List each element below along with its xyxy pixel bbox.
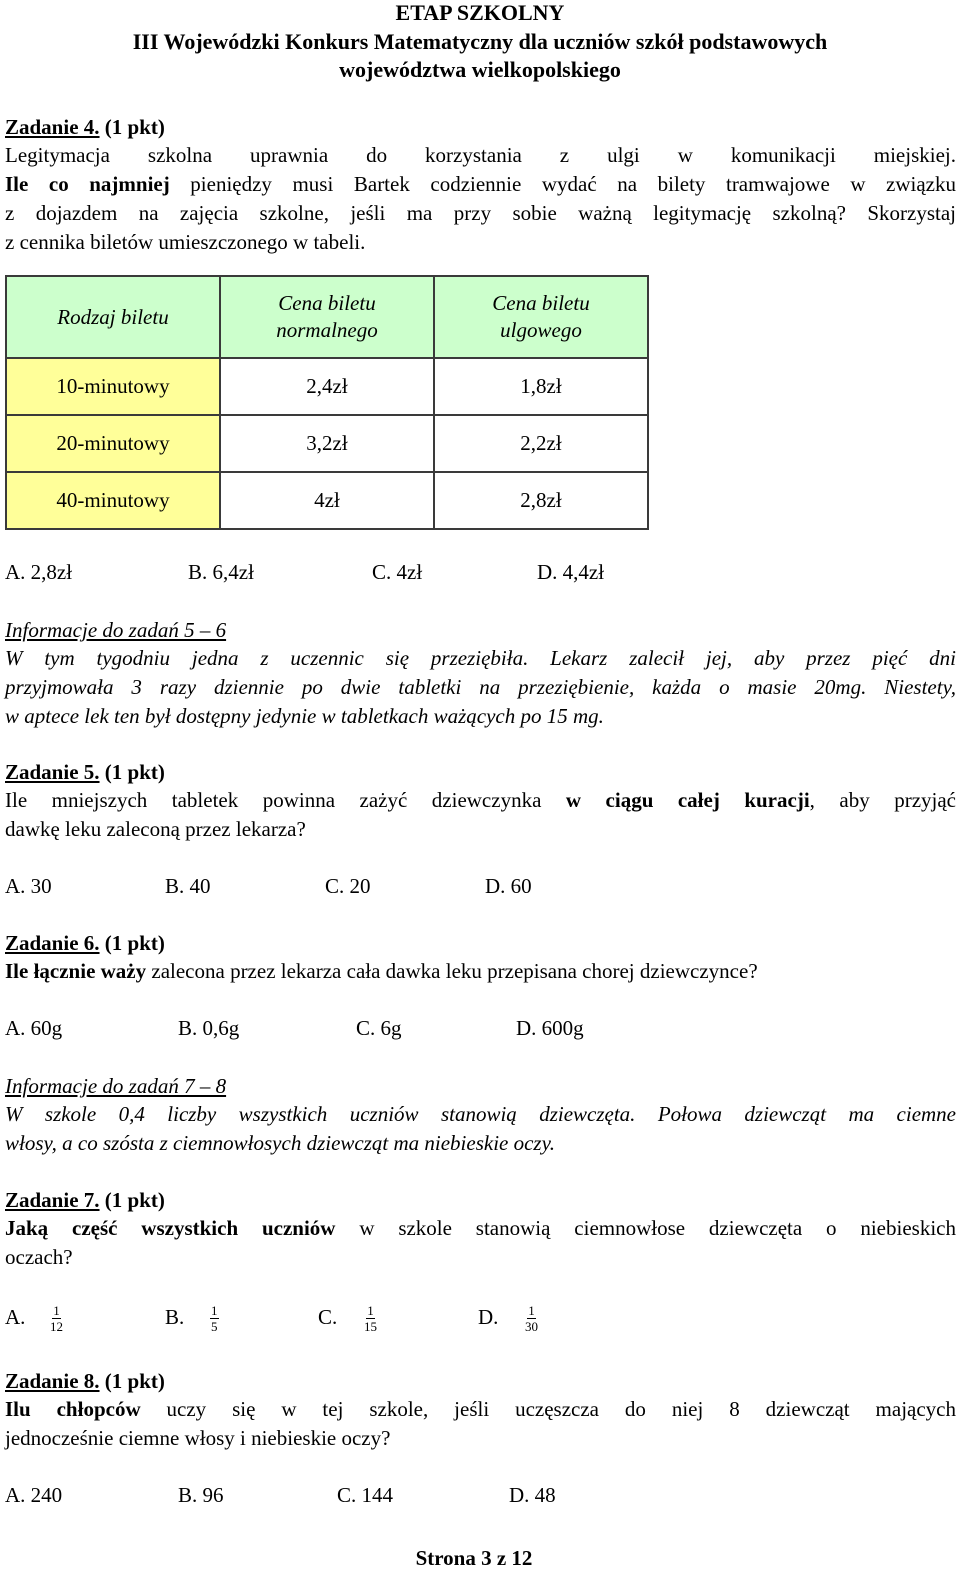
task5-text-line1	[5, 788, 956, 813]
task8-text-line1	[5, 1397, 956, 1422]
table-header-reduced	[434, 276, 648, 358]
task5-line1-part-a: Ile mniejszych tabletek powinna zażyć dziewczynka	[5, 788, 566, 812]
task7-answer-d-fraction	[525, 1304, 538, 1333]
task6-line1-rest: zalecona przez lekarza cała dawka leku przepisana chorej dziewczynce?	[146, 959, 758, 983]
fraction-numerator: 1	[367, 1303, 374, 1318]
info-7-8-line1: W szkole 0,4 liczby wszystkich uczniów stanowią dziewczęta. Połowa dziewcząt ma ciemne	[5, 1102, 956, 1126]
fraction-denominator: 12	[50, 1319, 63, 1334]
task8-line1-bold: Ilu chłopców	[5, 1397, 141, 1421]
table-cell-reduced: 2,8zł	[434, 472, 648, 529]
task7-title: Zadanie 7.	[5, 1188, 100, 1212]
info-5-6-line3: w aptece lek ten był dostępny jedynie w tabletkach ważących po 15 mg.	[5, 704, 604, 728]
fraction-denominator: 5	[211, 1319, 218, 1334]
task8-line1-rest: uczy się w tej szkole, jeśli uczęszcza do niej 8 dziewcząt mających	[140, 1397, 956, 1421]
task8-heading	[5, 1369, 165, 1394]
task4-title: Zadanie 4.	[5, 115, 100, 139]
fraction-numerator: 1	[528, 1303, 535, 1318]
task6-points: (1 pkt)	[104, 931, 165, 955]
task7-answer-c-fraction	[364, 1304, 377, 1333]
task5-text-line2: dawkę leku zaleconą przez lekarza?	[5, 817, 306, 841]
task4-answer-d: D. 4,4zł	[537, 560, 605, 584]
task6-title: Zadanie 6.	[5, 931, 100, 955]
table-cell-normal: 3,2zł	[220, 415, 434, 472]
task7-answer-c-letter: C.	[318, 1305, 338, 1329]
info-5-6-line2: przyjmowała 3 razy dziennie po dwie tabletki na przeziębienie, każda o masie 20mg. Niestety,	[5, 675, 956, 699]
task5-points: (1 pkt)	[104, 760, 165, 784]
task4-question-bold: Ile co najmniej	[5, 172, 170, 196]
task8-answer-d: D. 48	[509, 1483, 556, 1507]
task7-answer-d-letter: D.	[478, 1305, 499, 1329]
task8-points: (1 pkt)	[104, 1369, 165, 1393]
task7-answer-b-letter: B.	[165, 1305, 185, 1329]
table-row	[6, 415, 648, 472]
header-reduced-line2: ulgowego	[500, 318, 582, 342]
info-5-6-title: Informacje do zadań 5 – 6	[5, 618, 227, 642]
task4-text-line4: z cennika biletów umieszczonego w tabeli.	[5, 230, 366, 254]
task7-text-line1	[5, 1216, 956, 1241]
task4-text-line3: z dojazdem na zajęcia szkolne, jeśli ma przy sobie ważną legitymację szkolną? Skorzystaj	[5, 201, 956, 225]
table-cell-type: 40-minutowy	[6, 472, 220, 529]
table-header-normal	[220, 276, 434, 358]
fraction-numerator: 1	[211, 1303, 218, 1318]
task4-heading	[5, 115, 165, 140]
task4-answer-c: C. 4zł	[372, 560, 423, 584]
table-header-type: Rodzaj biletu	[6, 276, 220, 358]
task7-line1-bold: Jaką część wszystkich uczniów	[5, 1216, 336, 1240]
task5-line1-part-b: , aby przyjąć	[809, 788, 956, 812]
task7-answer-a-fraction	[50, 1304, 63, 1333]
fraction-denominator: 15	[364, 1319, 377, 1334]
header-reduced-line1: Cena biletu	[492, 291, 590, 315]
header-normal-line2: normalnego	[276, 318, 378, 342]
task6-answer-b: B. 0,6g	[178, 1016, 240, 1040]
task4-points: (1 pkt)	[104, 115, 165, 139]
task7-answer-a-letter: A.	[5, 1305, 26, 1329]
task4-answer-a: A. 2,8zł	[5, 560, 73, 584]
task4-text-line1: Legitymacja szkolna uprawnia do korzystania z ulgi w komunikacji miejskiej.	[5, 143, 956, 167]
header-normal-line1: Cena biletu	[278, 291, 376, 315]
task7-text-line2: oczach?	[5, 1245, 73, 1269]
table-cell-reduced: 1,8zł	[434, 358, 648, 415]
task5-line1-bold: w ciągu całej kuracji	[565, 788, 810, 812]
task7-heading	[5, 1188, 165, 1213]
task5-title: Zadanie 5.	[5, 760, 100, 784]
task6-heading	[5, 931, 165, 956]
info-7-8-title: Informacje do zadań 7 – 8	[5, 1074, 227, 1098]
task6-answer-c: C. 6g	[356, 1016, 402, 1040]
task4-text-line2-rest: pieniędzy musi Bartek codziennie wydać na bilety tramwajowe w związku	[169, 172, 956, 196]
header-contest: III Wojewódzki Konkurs Matematyczny dla uczniów szkół podstawowych	[132, 29, 828, 54]
table-row	[6, 358, 648, 415]
info-7-8-line2: włosy, a co szósta z ciemnowłosych dziewcząt ma niebieskie oczy.	[5, 1131, 556, 1155]
task8-answer-a: A. 240	[5, 1483, 63, 1507]
info-5-6-line1: W tym tygodniu jedna z uczennic się przeziębiła. Lekarz zalecił jej, aby przez pięć dni	[5, 646, 956, 670]
ticket-price-table	[5, 275, 649, 530]
task8-answer-b: B. 96	[178, 1483, 224, 1507]
table-row	[6, 472, 648, 529]
table-cell-type: 20-minutowy	[6, 415, 220, 472]
table-cell-reduced: 2,2zł	[434, 415, 648, 472]
task8-text-line2: jednocześnie ciemne włosy i niebieskie oczy?	[5, 1426, 391, 1450]
table-cell-type: 10-minutowy	[6, 358, 220, 415]
task7-points: (1 pkt)	[104, 1188, 165, 1212]
task5-answer-c: C. 20	[325, 874, 371, 898]
header-stage: ETAP SZKOLNY	[395, 0, 565, 25]
task7-line1-rest: w szkole stanowią ciemnowłose dziewczęta o niebieskich	[335, 1216, 956, 1240]
task8-answer-c: C. 144	[337, 1483, 394, 1507]
task5-answer-d: D. 60	[485, 874, 532, 898]
table-header-row	[6, 276, 648, 358]
task6-line1-bold: Ile łącznie waży	[5, 959, 147, 983]
fraction-numerator: 1	[53, 1303, 60, 1318]
task6-answer-a: A. 60g	[5, 1016, 63, 1040]
task8-title: Zadanie 8.	[5, 1369, 100, 1393]
fraction-denominator: 30	[525, 1319, 538, 1334]
table-cell-normal: 4zł	[220, 472, 434, 529]
page-number: Strona 3 z 12	[415, 1546, 533, 1570]
table-cell-normal: 2,4zł	[220, 358, 434, 415]
task5-answer-b: B. 40	[165, 874, 211, 898]
task6-answer-d: D. 600g	[516, 1016, 584, 1040]
task7-answer-b-fraction	[210, 1304, 219, 1333]
header-region: województwa wielkopolskiego	[339, 57, 621, 82]
task4-answer-b: B. 6,4zł	[188, 560, 254, 584]
task5-heading	[5, 760, 165, 785]
task5-answer-a: A. 30	[5, 874, 52, 898]
task6-text-line1	[5, 959, 758, 984]
task4-text-line2	[5, 172, 956, 197]
